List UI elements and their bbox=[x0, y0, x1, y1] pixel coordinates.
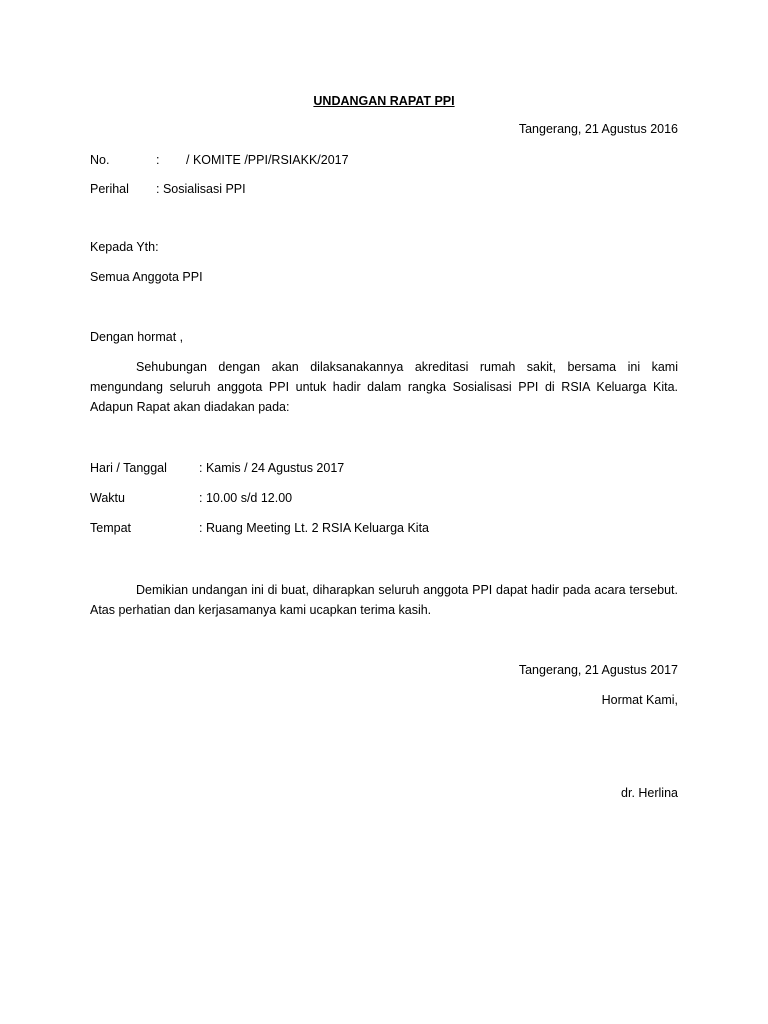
schedule-label-day: Hari / Tanggal bbox=[90, 461, 167, 475]
schedule-value-time: : 10.00 s/d 12.00 bbox=[199, 491, 293, 505]
schedule-value-place: : Ruang Meeting Lt. 2 RSIA Keluarga Kita bbox=[199, 521, 429, 535]
recipient-to: Kepada Yth: bbox=[90, 240, 159, 254]
signer-name: dr. Herlina bbox=[621, 786, 678, 800]
recipient-name: Semua Anggota PPI bbox=[90, 270, 203, 284]
header-date: Tangerang, 21 Agustus 2016 bbox=[518, 122, 678, 136]
paragraph-closing-text: Demikian undangan ini di buat, diharapkan seluruh anggota PPI dapat hadir pada acara tersebut. Atas perhatian dan kerjasamanya kami ucapkan terima kasih. bbox=[90, 583, 678, 617]
perihal-label: Perihal bbox=[90, 182, 129, 196]
schedule-value-day: : Kamis / 24 Agustus 2017 bbox=[199, 461, 345, 475]
no-colon: : bbox=[156, 153, 160, 167]
schedule-label-time: Waktu bbox=[90, 491, 125, 505]
document-title: UNDANGAN RAPAT PPI bbox=[313, 94, 455, 108]
greeting: Dengan hormat , bbox=[90, 330, 184, 344]
paragraph-intro bbox=[90, 357, 678, 417]
no-value: / KOMITE /PPI/RSIAKK/2017 bbox=[186, 153, 349, 167]
paragraph-intro-text: Sehubungan dengan akan dilaksanakannya akreditasi rumah sakit, bersama ini kami mengundang seluruh anggota PPI untuk hadir dalam rangka Sosialisasi PPI di RSIA Keluarga Kita. Adapun Rapat akan diadakan pada: bbox=[90, 360, 678, 414]
no-label: No. bbox=[90, 153, 110, 167]
closing-date: Tangerang, 21 Agustus 2017 bbox=[518, 663, 678, 677]
paragraph-closing bbox=[90, 580, 678, 620]
perihal-value: : Sosialisasi PPI bbox=[156, 182, 246, 196]
schedule-label-place: Tempat bbox=[90, 521, 131, 535]
closing-regards: Hormat Kami, bbox=[601, 693, 678, 707]
